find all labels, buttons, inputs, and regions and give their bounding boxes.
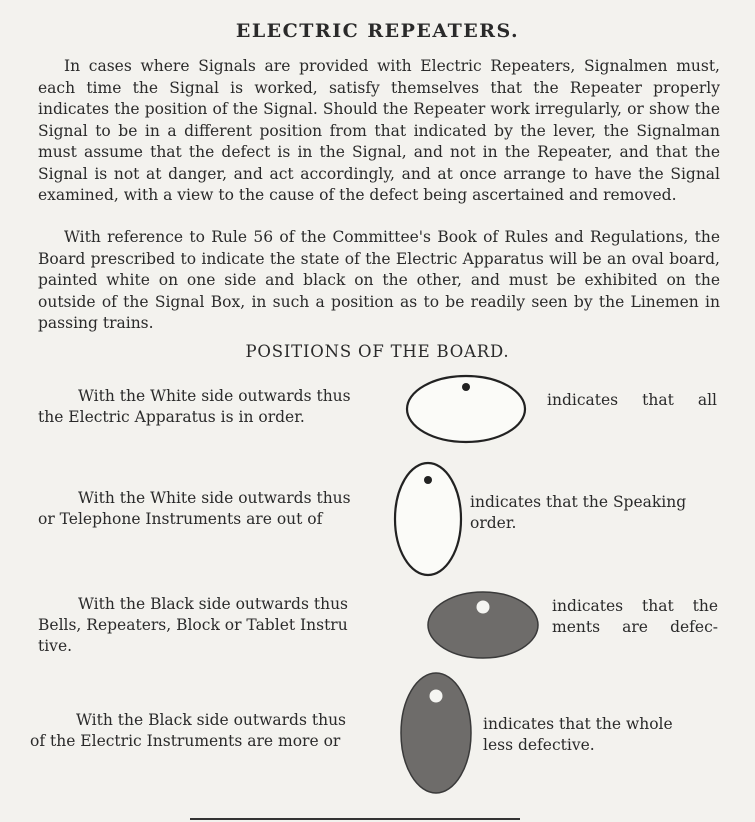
position-2-right-line-1: indicates that the Speaking	[470, 493, 687, 511]
position-4-left-text	[30, 710, 400, 752]
footer-rule	[190, 818, 520, 820]
position-3-right-line-1: indicates that the	[552, 597, 718, 615]
position-4-right-text	[483, 714, 719, 756]
position-2-line-2: or Telephone Instruments are out of	[38, 510, 323, 528]
position-4-right-line-1: indicates that the whole	[483, 715, 673, 733]
board-black-horizontal	[425, 589, 541, 661]
position-3-line-2: Bells, Repeaters, Block or Tablet Instru	[38, 616, 348, 634]
position-3-line-3: tive.	[38, 637, 73, 655]
position-1-left-text	[38, 386, 403, 428]
position-3-line-1: With the Black side outwards thus	[78, 595, 349, 613]
position-3-right-line-2: ments are defec-	[552, 618, 718, 636]
board-black-vertical	[398, 670, 474, 796]
page-title: ELECTRIC REPEATERS.	[235, 20, 520, 42]
board-white-horizontal	[404, 373, 528, 445]
position-2-left-text	[38, 488, 398, 530]
position-4-right-line-2: less defective.	[483, 736, 595, 754]
paragraph-rule-56: With reference to Rule 56 of the Committee's Book of Rules and Regulations, the Board prescribed to indicate the state of the Electric Apparatus will be an oval board, painted white on one side and black on the other, and must be exhibited on the outside of the Signal Box, in such a position as to be readily seen by the Linemen in passing trains.	[38, 228, 720, 332]
position-3-right-text	[552, 596, 718, 638]
position-1-right-text: indicates that all	[547, 391, 717, 409]
board-white-vertical	[392, 460, 464, 578]
section-subtitle: POSITIONS OF THE BOARD.	[245, 342, 510, 361]
position-1-line-1: With the White side outwards thus	[78, 387, 351, 405]
position-1-line-2: the Electric Apparatus is in order.	[38, 408, 305, 426]
position-2-right-text	[470, 492, 720, 534]
position-4-line-1: With the Black side outwards thus	[76, 711, 347, 729]
position-4-line-2: of the Electric Instruments are more or	[30, 732, 341, 750]
position-2-right-line-2: order.	[470, 514, 517, 532]
paragraph-repeaters: In cases where Signals are provided with Electric Repeaters, Signalmen must, each time the Signal is worked, satisfy themselves that the Repeater properly indicates the position of the Signal. Should the Repeater work irregularly, or show the Signal to be in a different position from that indicated by the lever, the Signalman must assume that the defect is in the Signal, and not in the Repeater, and that the Signal is not at danger, and act accordingly, and at once arrange to have the Signal examined, with a view to the cause of the defect being ascertained and removed.	[38, 57, 720, 204]
position-3-left-text	[38, 594, 418, 657]
position-2-line-1: With the White side outwards thus	[78, 489, 351, 507]
